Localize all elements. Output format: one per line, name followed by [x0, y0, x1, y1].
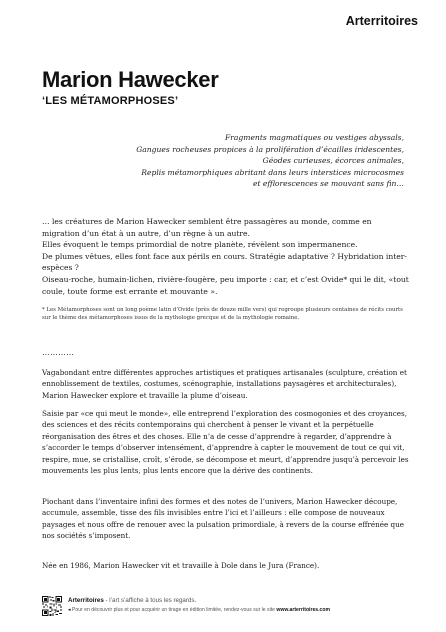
poem-line: Fragments magmatiques ou vestiges abyssals,	[224, 133, 404, 142]
poem-line: Replis métamorphiques abritant dans leurs interstices microcosmes	[141, 167, 404, 177]
poem-line: Gangues rocheuses propices à la prolifération d’écailles iridescentes,	[136, 144, 404, 154]
poem-line: et efflorescences se mouvant sans fin…	[252, 179, 404, 189]
bio-paragraph: Saisie par «ce qui meut le monde», elle entreprend l’exploration des cosmogonies et des croyances, des sciences et des récits contemporains qui cherchent à penser le vivant et la perpétuelle réorganisation des êtres et des choses. Elle n’a de cesse d’apprendre à regarder, d’apprendre à s’accorder le temps d’observer intensément, d’apprendre à capter le mouvement de tout ce qui vit, respire, mue, se cristallise, croît, s’érode, se décompose et meurt, d’apprendre jusqu’à percevoir les mouvements les plus lents, plus lents encore que la dérive des continents.	[42, 409, 409, 476]
intro-paragraph: Oiseau-roche, humain-lichen, rivière-fougère, peu importe : car, et c’est Ovide* qui le dit, «tout coule, toute forme est errante et mouvante ».	[42, 274, 409, 296]
qr-code-icon[interactable]	[42, 596, 62, 616]
arrow-left-icon: ◂	[68, 607, 71, 613]
bio-paragraph: Née en 1986, Marion Hawecker vit et travaille à Dole dans le Jura (France).	[42, 561, 320, 570]
intro-paragraph: De plumes vêtues, elles font face aux périls en cours. Stratégie adaptative ? Hybridation inter-espèces ?	[42, 251, 407, 273]
footer-brand: Arterritoires	[68, 597, 104, 604]
series-title: ‘LES MÉTAMORPHOSES’	[42, 95, 179, 107]
poem-line: Géodes curieuses, écorces animales,	[262, 156, 404, 166]
bio-paragraph: Vagabondant entre différentes approches artistiques et pratiques artisanales (sculpture, création et ennoblissement de textiles, costumes, scénographie, installations paysagères et architecturales), Marion Hawecker explore et travaille la plume d’oiseau.	[42, 368, 407, 400]
intro-paragraph: … les créatures de Marion Hawecker semblent être passagères au monde, comme en migration d’un état à un autre, d’un règne à un autre.	[42, 217, 372, 238]
website-link[interactable]: www.arterritoires.com	[276, 607, 331, 613]
footer	[42, 596, 422, 618]
intro-text	[42, 216, 410, 297]
footer-note	[68, 607, 330, 613]
poem-block	[136, 132, 404, 190]
footer-tagline	[68, 597, 196, 604]
separator-dots: …………	[42, 348, 75, 357]
bio-paragraph: Piochant dans l’inventaire infini des formes et des notes de l’univers, Marion Hawecker découpe, accumule, assemble, tisse des fils invisibles entre l’ici et l’ailleurs : elle compose de nouveaux paysages et nous offre de renouer avec la pulsation primordiale, à revers de la course effrénée que nos sociétés s’imposent.	[42, 497, 405, 541]
footer-note-text: Pour en découvrir plus et pour acquérir un tirage en édition limitée, rendez-vous sur le site	[70, 607, 277, 613]
footnote: * Les Métamorphoses sont un long poème latin d’Ovide (près de douze mille vers) qui regroupe plusieurs centaines de récits courts sur le thème des métamorphoses issus de la mythologie grecque et de la mythologie romaine.	[42, 307, 403, 322]
intro-paragraph: Elles évoquent le temps primordial de notre planète, révèlent son impermanence.	[42, 240, 358, 250]
footer-tagline-text: - l’art s’affiche à tous les regards.	[103, 597, 197, 604]
artist-name: Marion Hawecker	[42, 67, 219, 92]
brand-logo-text: Arterritoires	[345, 14, 418, 28]
